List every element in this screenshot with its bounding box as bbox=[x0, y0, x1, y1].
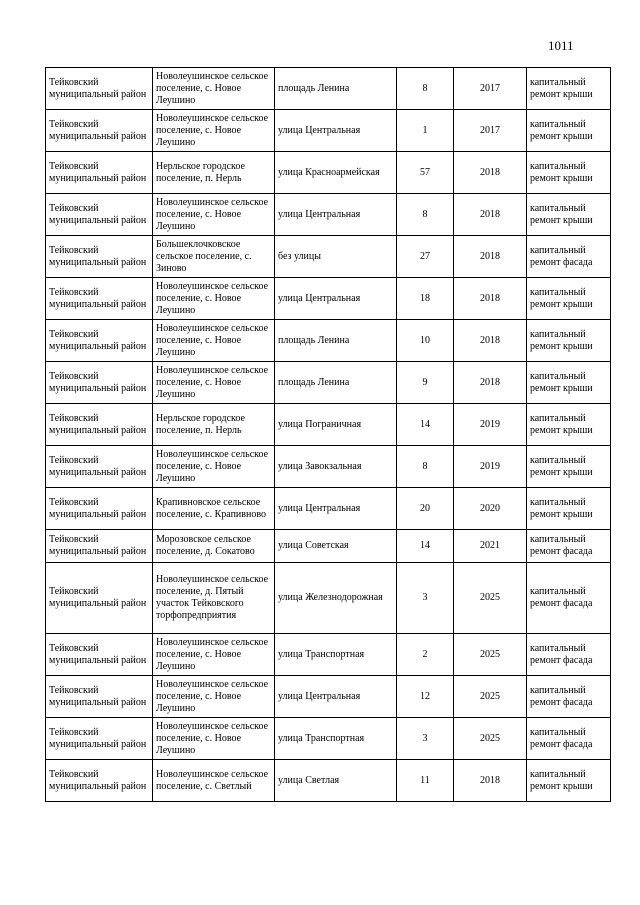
house-number-cell: 10 bbox=[397, 320, 454, 362]
street-cell: без улицы bbox=[275, 236, 397, 278]
table-row bbox=[46, 278, 611, 320]
settlement-cell: Новолеушинское сельское поселение, с. Новое Леушино bbox=[153, 110, 275, 152]
district-cell: Тейковский муниципальный район bbox=[46, 110, 153, 152]
table-row bbox=[46, 194, 611, 236]
year-cell: 2018 bbox=[454, 236, 527, 278]
table-body bbox=[46, 68, 611, 802]
street-cell: улица Транспортная bbox=[275, 634, 397, 676]
street-cell: улица Центральная bbox=[275, 110, 397, 152]
settlement-cell: Новолеушинское сельское поселение, с. Новое Леушино bbox=[153, 278, 275, 320]
work-type-cell: капитальный ремонт крыши bbox=[527, 194, 611, 236]
settlement-cell: Новолеушинское сельское поселение, с. Новое Леушино bbox=[153, 676, 275, 718]
year-cell: 2018 bbox=[454, 320, 527, 362]
house-number-cell: 1 bbox=[397, 110, 454, 152]
house-number-cell: 57 bbox=[397, 152, 454, 194]
street-cell: улица Завокзальная bbox=[275, 446, 397, 488]
street-cell: улица Светлая bbox=[275, 760, 397, 802]
work-type-cell: капитальный ремонт крыши bbox=[527, 68, 611, 110]
street-cell: улица Транспортная bbox=[275, 718, 397, 760]
year-cell: 2018 bbox=[454, 278, 527, 320]
house-number-cell: 14 bbox=[397, 404, 454, 446]
settlement-cell: Новолеушинское сельское поселение, с. Новое Леушино bbox=[153, 68, 275, 110]
district-cell: Тейковский муниципальный район bbox=[46, 488, 153, 530]
settlement-cell: Новолеушинское сельское поселение, с. Новое Леушино bbox=[153, 634, 275, 676]
district-cell: Тейковский муниципальный район bbox=[46, 362, 153, 404]
house-number-cell: 27 bbox=[397, 236, 454, 278]
district-cell: Тейковский муниципальный район bbox=[46, 530, 153, 563]
table-row bbox=[46, 152, 611, 194]
housing-repair-table bbox=[45, 67, 611, 802]
work-type-cell: капитальный ремонт фасада bbox=[527, 530, 611, 563]
table-row bbox=[46, 530, 611, 563]
district-cell: Тейковский муниципальный район bbox=[46, 676, 153, 718]
house-number-cell: 9 bbox=[397, 362, 454, 404]
house-number-cell: 2 bbox=[397, 634, 454, 676]
house-number-cell: 20 bbox=[397, 488, 454, 530]
house-number-cell: 18 bbox=[397, 278, 454, 320]
work-type-cell: капитальный ремонт крыши bbox=[527, 278, 611, 320]
work-type-cell: капитальный ремонт фасада bbox=[527, 718, 611, 760]
house-number-cell: 11 bbox=[397, 760, 454, 802]
street-cell: площадь Ленина bbox=[275, 362, 397, 404]
table-row bbox=[46, 676, 611, 718]
table-row bbox=[46, 760, 611, 802]
year-cell: 2018 bbox=[454, 194, 527, 236]
table-row bbox=[46, 488, 611, 530]
district-cell: Тейковский муниципальный район bbox=[46, 152, 153, 194]
settlement-cell: Большеклочковское сельское поселение, с. Зиново bbox=[153, 236, 275, 278]
district-cell: Тейковский муниципальный район bbox=[46, 404, 153, 446]
work-type-cell: капитальный ремонт крыши bbox=[527, 110, 611, 152]
house-number-cell: 3 bbox=[397, 563, 454, 634]
district-cell: Тейковский муниципальный район bbox=[46, 320, 153, 362]
table-row bbox=[46, 236, 611, 278]
work-type-cell: капитальный ремонт крыши bbox=[527, 446, 611, 488]
work-type-cell: капитальный ремонт крыши bbox=[527, 320, 611, 362]
work-type-cell: капитальный ремонт крыши bbox=[527, 152, 611, 194]
year-cell: 2025 bbox=[454, 563, 527, 634]
settlement-cell: Новолеушинское сельское поселение, с. Новое Леушино bbox=[153, 320, 275, 362]
table-row bbox=[46, 446, 611, 488]
district-cell: Тейковский муниципальный район bbox=[46, 194, 153, 236]
district-cell: Тейковский муниципальный район bbox=[46, 563, 153, 634]
house-number-cell: 3 bbox=[397, 718, 454, 760]
district-cell: Тейковский муниципальный район bbox=[46, 278, 153, 320]
district-cell: Тейковский муниципальный район bbox=[46, 236, 153, 278]
work-type-cell: капитальный ремонт фасада bbox=[527, 563, 611, 634]
district-cell: Тейковский муниципальный район bbox=[46, 68, 153, 110]
street-cell: улица Пограничная bbox=[275, 404, 397, 446]
page-number: 1011 bbox=[548, 38, 574, 53]
settlement-cell: Новолеушинское сельское поселение, с. Новое Леушино bbox=[153, 446, 275, 488]
street-cell: улица Красноармейская bbox=[275, 152, 397, 194]
year-cell: 2019 bbox=[454, 446, 527, 488]
street-cell: улица Центральная bbox=[275, 676, 397, 718]
table-row bbox=[46, 404, 611, 446]
work-type-cell: капитальный ремонт фасада bbox=[527, 236, 611, 278]
table-row bbox=[46, 718, 611, 760]
street-cell: улица Центральная bbox=[275, 278, 397, 320]
district-cell: Тейковский муниципальный район bbox=[46, 760, 153, 802]
district-cell: Тейковский муниципальный район bbox=[46, 446, 153, 488]
settlement-cell: Морозовское сельское поселение, д. Сокатово bbox=[153, 530, 275, 563]
table-row bbox=[46, 634, 611, 676]
settlement-cell: Новолеушинское сельское поселение, с. Новое Леушино bbox=[153, 194, 275, 236]
street-cell: площадь Ленина bbox=[275, 68, 397, 110]
work-type-cell: капитальный ремонт фасада bbox=[527, 676, 611, 718]
settlement-cell: Новолеушинское сельское поселение, с. Новое Леушино bbox=[153, 718, 275, 760]
settlement-cell: Нерльское городское поселение, п. Нерль bbox=[153, 404, 275, 446]
district-cell: Тейковский муниципальный район bbox=[46, 718, 153, 760]
house-number-cell: 12 bbox=[397, 676, 454, 718]
table-row bbox=[46, 68, 611, 110]
work-type-cell: капитальный ремонт крыши bbox=[527, 488, 611, 530]
year-cell: 2021 bbox=[454, 530, 527, 563]
year-cell: 2025 bbox=[454, 634, 527, 676]
year-cell: 2025 bbox=[454, 718, 527, 760]
house-number-cell: 8 bbox=[397, 446, 454, 488]
settlement-cell: Новолеушинское сельское поселение, с. Новое Леушино bbox=[153, 362, 275, 404]
work-type-cell: капитальный ремонт фасада bbox=[527, 634, 611, 676]
table-row bbox=[46, 362, 611, 404]
house-number-cell: 8 bbox=[397, 194, 454, 236]
work-type-cell: капитальный ремонт крыши bbox=[527, 760, 611, 802]
house-number-cell: 8 bbox=[397, 68, 454, 110]
work-type-cell: капитальный ремонт крыши bbox=[527, 362, 611, 404]
street-cell: улица Железнодорожная bbox=[275, 563, 397, 634]
house-number-cell: 14 bbox=[397, 530, 454, 563]
settlement-cell: Нерльское городское поселение, п. Нерль bbox=[153, 152, 275, 194]
year-cell: 2025 bbox=[454, 676, 527, 718]
year-cell: 2018 bbox=[454, 760, 527, 802]
year-cell: 2018 bbox=[454, 362, 527, 404]
year-cell: 2017 bbox=[454, 68, 527, 110]
street-cell: площадь Ленина bbox=[275, 320, 397, 362]
table-row bbox=[46, 110, 611, 152]
street-cell: улица Центральная bbox=[275, 194, 397, 236]
work-type-cell: капитальный ремонт крыши bbox=[527, 404, 611, 446]
year-cell: 2018 bbox=[454, 152, 527, 194]
table-row bbox=[46, 563, 611, 634]
settlement-cell: Новолеушинское сельское поселение, с. Светлый bbox=[153, 760, 275, 802]
year-cell: 2019 bbox=[454, 404, 527, 446]
year-cell: 2017 bbox=[454, 110, 527, 152]
district-cell: Тейковский муниципальный район bbox=[46, 634, 153, 676]
street-cell: улица Центральная bbox=[275, 488, 397, 530]
settlement-cell: Крапивновское сельское поселение, с. Крапивново bbox=[153, 488, 275, 530]
table-row bbox=[46, 320, 611, 362]
settlement-cell: Новолеушинское сельское поселение, д. Пятый участок Тейковского торфопредприятия bbox=[153, 563, 275, 634]
street-cell: улица Советская bbox=[275, 530, 397, 563]
year-cell: 2020 bbox=[454, 488, 527, 530]
